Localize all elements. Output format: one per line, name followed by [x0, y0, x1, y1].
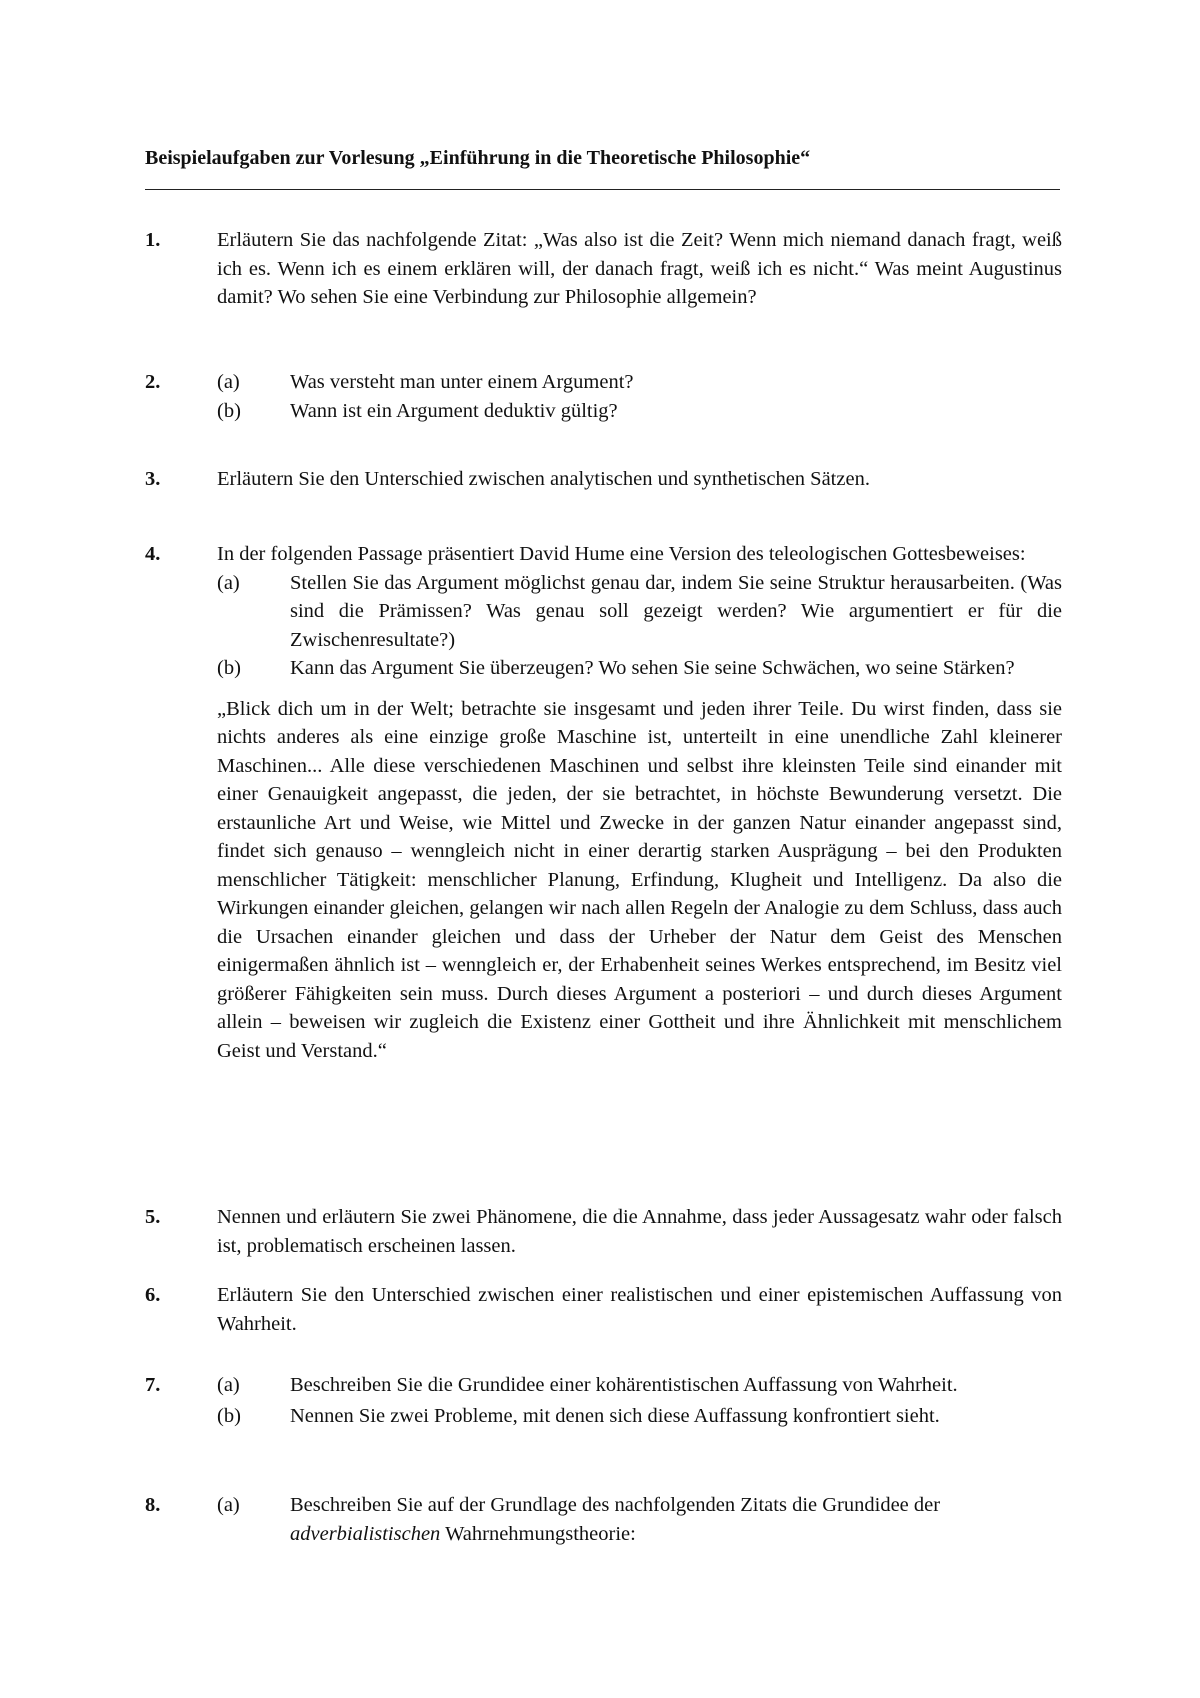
question-5 [145, 1203, 1065, 1260]
title-underline [145, 189, 1060, 190]
question-number: 3. [145, 468, 161, 490]
question-number: 5. [145, 1206, 161, 1228]
sub-label: (a) [217, 571, 240, 594]
sub-question-b [217, 1402, 1062, 1431]
question-1 [145, 226, 1065, 312]
sub-label: (b) [217, 399, 241, 422]
question-3 [145, 465, 1065, 494]
sub-label: (a) [217, 371, 240, 393]
sub-question-a [217, 569, 1062, 655]
sub-text: Kann das Argument Sie überzeugen? Wo sehen Sie seine Schwächen, wo seine Stärken? [290, 657, 1015, 679]
document-title: Beispielaufgaben zur Vorlesung „Einführung in die Theoretische Philosophie“ [145, 147, 811, 169]
italic-term: adverbialistischen [290, 1522, 441, 1545]
sub-text-start: Beschreiben Sie auf der Grundlage des nachfolgenden Zitats die Grundidee der [290, 1494, 941, 1516]
question-number: 2. [145, 371, 161, 393]
sub-question-b [217, 397, 1062, 426]
question-number: 6. [145, 1284, 161, 1306]
sub-question-a [217, 1371, 1062, 1400]
sub-text [290, 1491, 1062, 1548]
sub-label: (b) [217, 1404, 241, 1427]
question-number: 8. [145, 1494, 161, 1516]
question-number: 1. [145, 229, 161, 251]
question-text: In der folgenden Passage präsentiert David Hume eine Version des teleologischen Gottesbeweises: [217, 543, 1026, 565]
sub-text-end: Wahrnehmungstheorie: [440, 1522, 636, 1545]
question-number: 7. [145, 1374, 161, 1396]
sub-label: (b) [217, 657, 241, 679]
question-number: 4. [145, 543, 161, 565]
hume-quote: „Blick dich um in der Welt; betrachte sie insgesamt und jeden ihrer Teile. Du wirst finden, dass sie nichts anderes als eine einzige große Maschine ist, unterteilt in eine unendliche Zahl kleinerer Maschinen... Alle diese verschiedenen Maschinen und selbst ihre kleinsten Teile sind einander mit einer Genauigkeit angepasst, die jeden, der sie betrachtet, in höchste Bewunderung versetzt. Die erstaunliche Art und Weise, wie Mittel und Zwecke in der ganzen Natur einander angepasst sind, findet sich genauso – wenngleich nicht in einer derartig starken Ausprägung – bei den Produkten menschlicher Tätigkeit: menschlicher Planung, Erfindung, Klugheit und Intelligenz. Da also die Wirkungen einander gleichen, gelangen wir nach allen Regeln der Analogie zu dem Schluss, dass auch die Ursachen einander gleichen und dass der Urheber der Natur dem Geist des Menschen einigermaßen ähnlich ist – wenngleich er, der Erhabenheit seines Werkes entsprechend, im Besitz viel größerer Fähigkeiten sein muss. Durch dieses Argument a posteriori – und durch dieses Argument allein – beweisen wir zugleich die Existenz einer Gottheit und ihre Ähnlichkeit mit menschlichem Geist und Verstand.“ [217, 697, 1062, 1062]
question-6 [145, 1281, 1065, 1338]
sub-text: Stellen Sie das Argument möglichst genau dar, indem Sie seine Struktur herausarbeiten. (Was sind die Prämissen? Was genau soll gezeigt werden? Wie argumentiert er für die Zwischenresultate?) [290, 571, 1062, 651]
question-text: Erläutern Sie das nachfolgende Zitat: „Was also ist die Zeit? Wenn mich niemand danach fragt, weiß ich es. Wenn ich es einem erklären will, der danach fragt, weiß ich es nicht.“ Was meint Augustinus damit? Wo sehen Sie eine Verbindung zur Philosophie allgemein? [217, 229, 1062, 308]
question-2 [145, 368, 1065, 425]
sub-question-a [217, 1491, 1062, 1548]
question-4 [145, 540, 1065, 1065]
question-7 [145, 1371, 1065, 1430]
question-text: Nennen und erläutern Sie zwei Phänomene, die die Annahme, dass jeder Aussagesatz wahr oder falsch ist, problematisch erscheinen lassen. [217, 1206, 1062, 1257]
sub-question-b [217, 654, 1062, 683]
sub-text: Wann ist ein Argument deduktiv gültig? [290, 399, 618, 422]
sub-label: (a) [217, 1494, 240, 1516]
sub-text: Nennen Sie zwei Probleme, mit denen sich diese Auffassung konfrontiert sieht. [290, 1404, 940, 1427]
question-text: Erläutern Sie den Unterschied zwischen einer realistischen und einer epistemischen Auffassung von Wahrheit. [217, 1284, 1062, 1335]
question-text: Erläutern Sie den Unterschied zwischen analytischen und synthetischen Sätzen. [217, 468, 870, 490]
sub-question-a [217, 368, 1062, 397]
sub-label: (a) [217, 1374, 240, 1396]
sub-text: Was versteht man unter einem Argument? [290, 371, 634, 393]
sub-text: Beschreiben Sie die Grundidee einer kohärentistischen Auffassung von Wahrheit. [290, 1374, 958, 1396]
question-8 [145, 1491, 1065, 1548]
